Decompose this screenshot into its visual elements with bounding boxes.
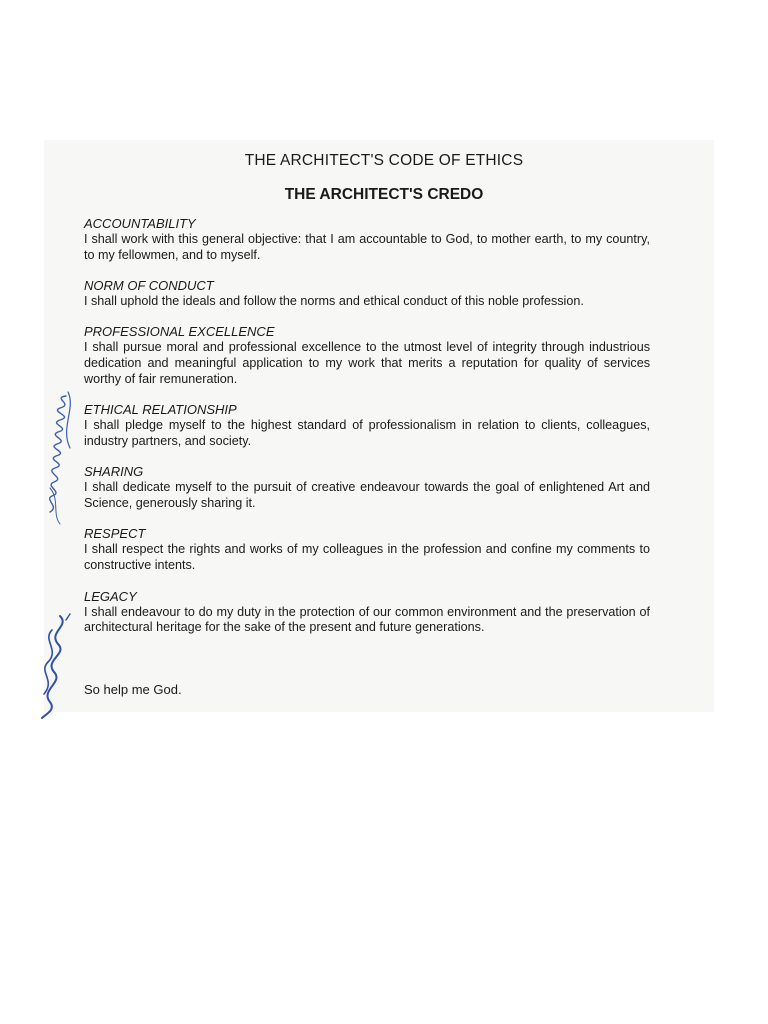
section-text: I shall uphold the ideals and follow the norms and ethical conduct of this noble profession. [84,294,584,309]
section-accountability [84,216,650,264]
section-heading: ACCOUNTABILITY [84,216,196,231]
section-legacy [84,589,650,637]
section-heading: ETHICAL RELATIONSHIP [84,402,237,418]
section-text: I shall dedicate myself to the pursuit of creative endeavour towards the goal of enlightened Art and Science, generously sharing it. [84,480,650,511]
section-heading: RESPECT [84,526,146,542]
section-professional-excellence [84,324,650,387]
section-text: I shall work with this general objective: that I am accountable to God, to mother earth, to my country, to my fellowmen, and to myself. [84,232,650,262]
credo-sections [84,216,650,651]
closing-line: So help me God. [84,682,182,697]
section-text: I shall endeavour to do my duty in the protection of our common environment and the preservation of architectural heritage for the sake of the present and future generations. [84,604,650,635]
section-ethical-relationship [84,402,650,450]
section-heading: SHARING [84,464,144,480]
section-heading: LEGACY [84,588,137,604]
section-text: I shall respect the rights and works of my colleagues in the profession and confine my comments to constructive intents. [84,542,650,573]
section-heading: NORM OF CONDUCT [84,278,214,294]
section-text: I shall pursue moral and professional excellence to the utmost level of integrity through industrious dedication and meaningful application to my work that merits a reputation for quality of services worthy of fair remuneration. [84,340,650,386]
section-text: I shall pledge myself to the highest standard of professionalism in relation to clients, colleagues, industry partners, and society. [84,418,650,449]
section-respect [84,526,650,574]
section-norm-of-conduct [84,278,650,310]
section-sharing [84,464,650,512]
document-title: THE ARCHITECT'S CODE OF ETHICS [244,152,524,169]
document-subtitle: THE ARCHITECT'S CREDO [284,186,484,203]
section-heading: PROFESSIONAL EXCELLENCE [84,324,275,340]
